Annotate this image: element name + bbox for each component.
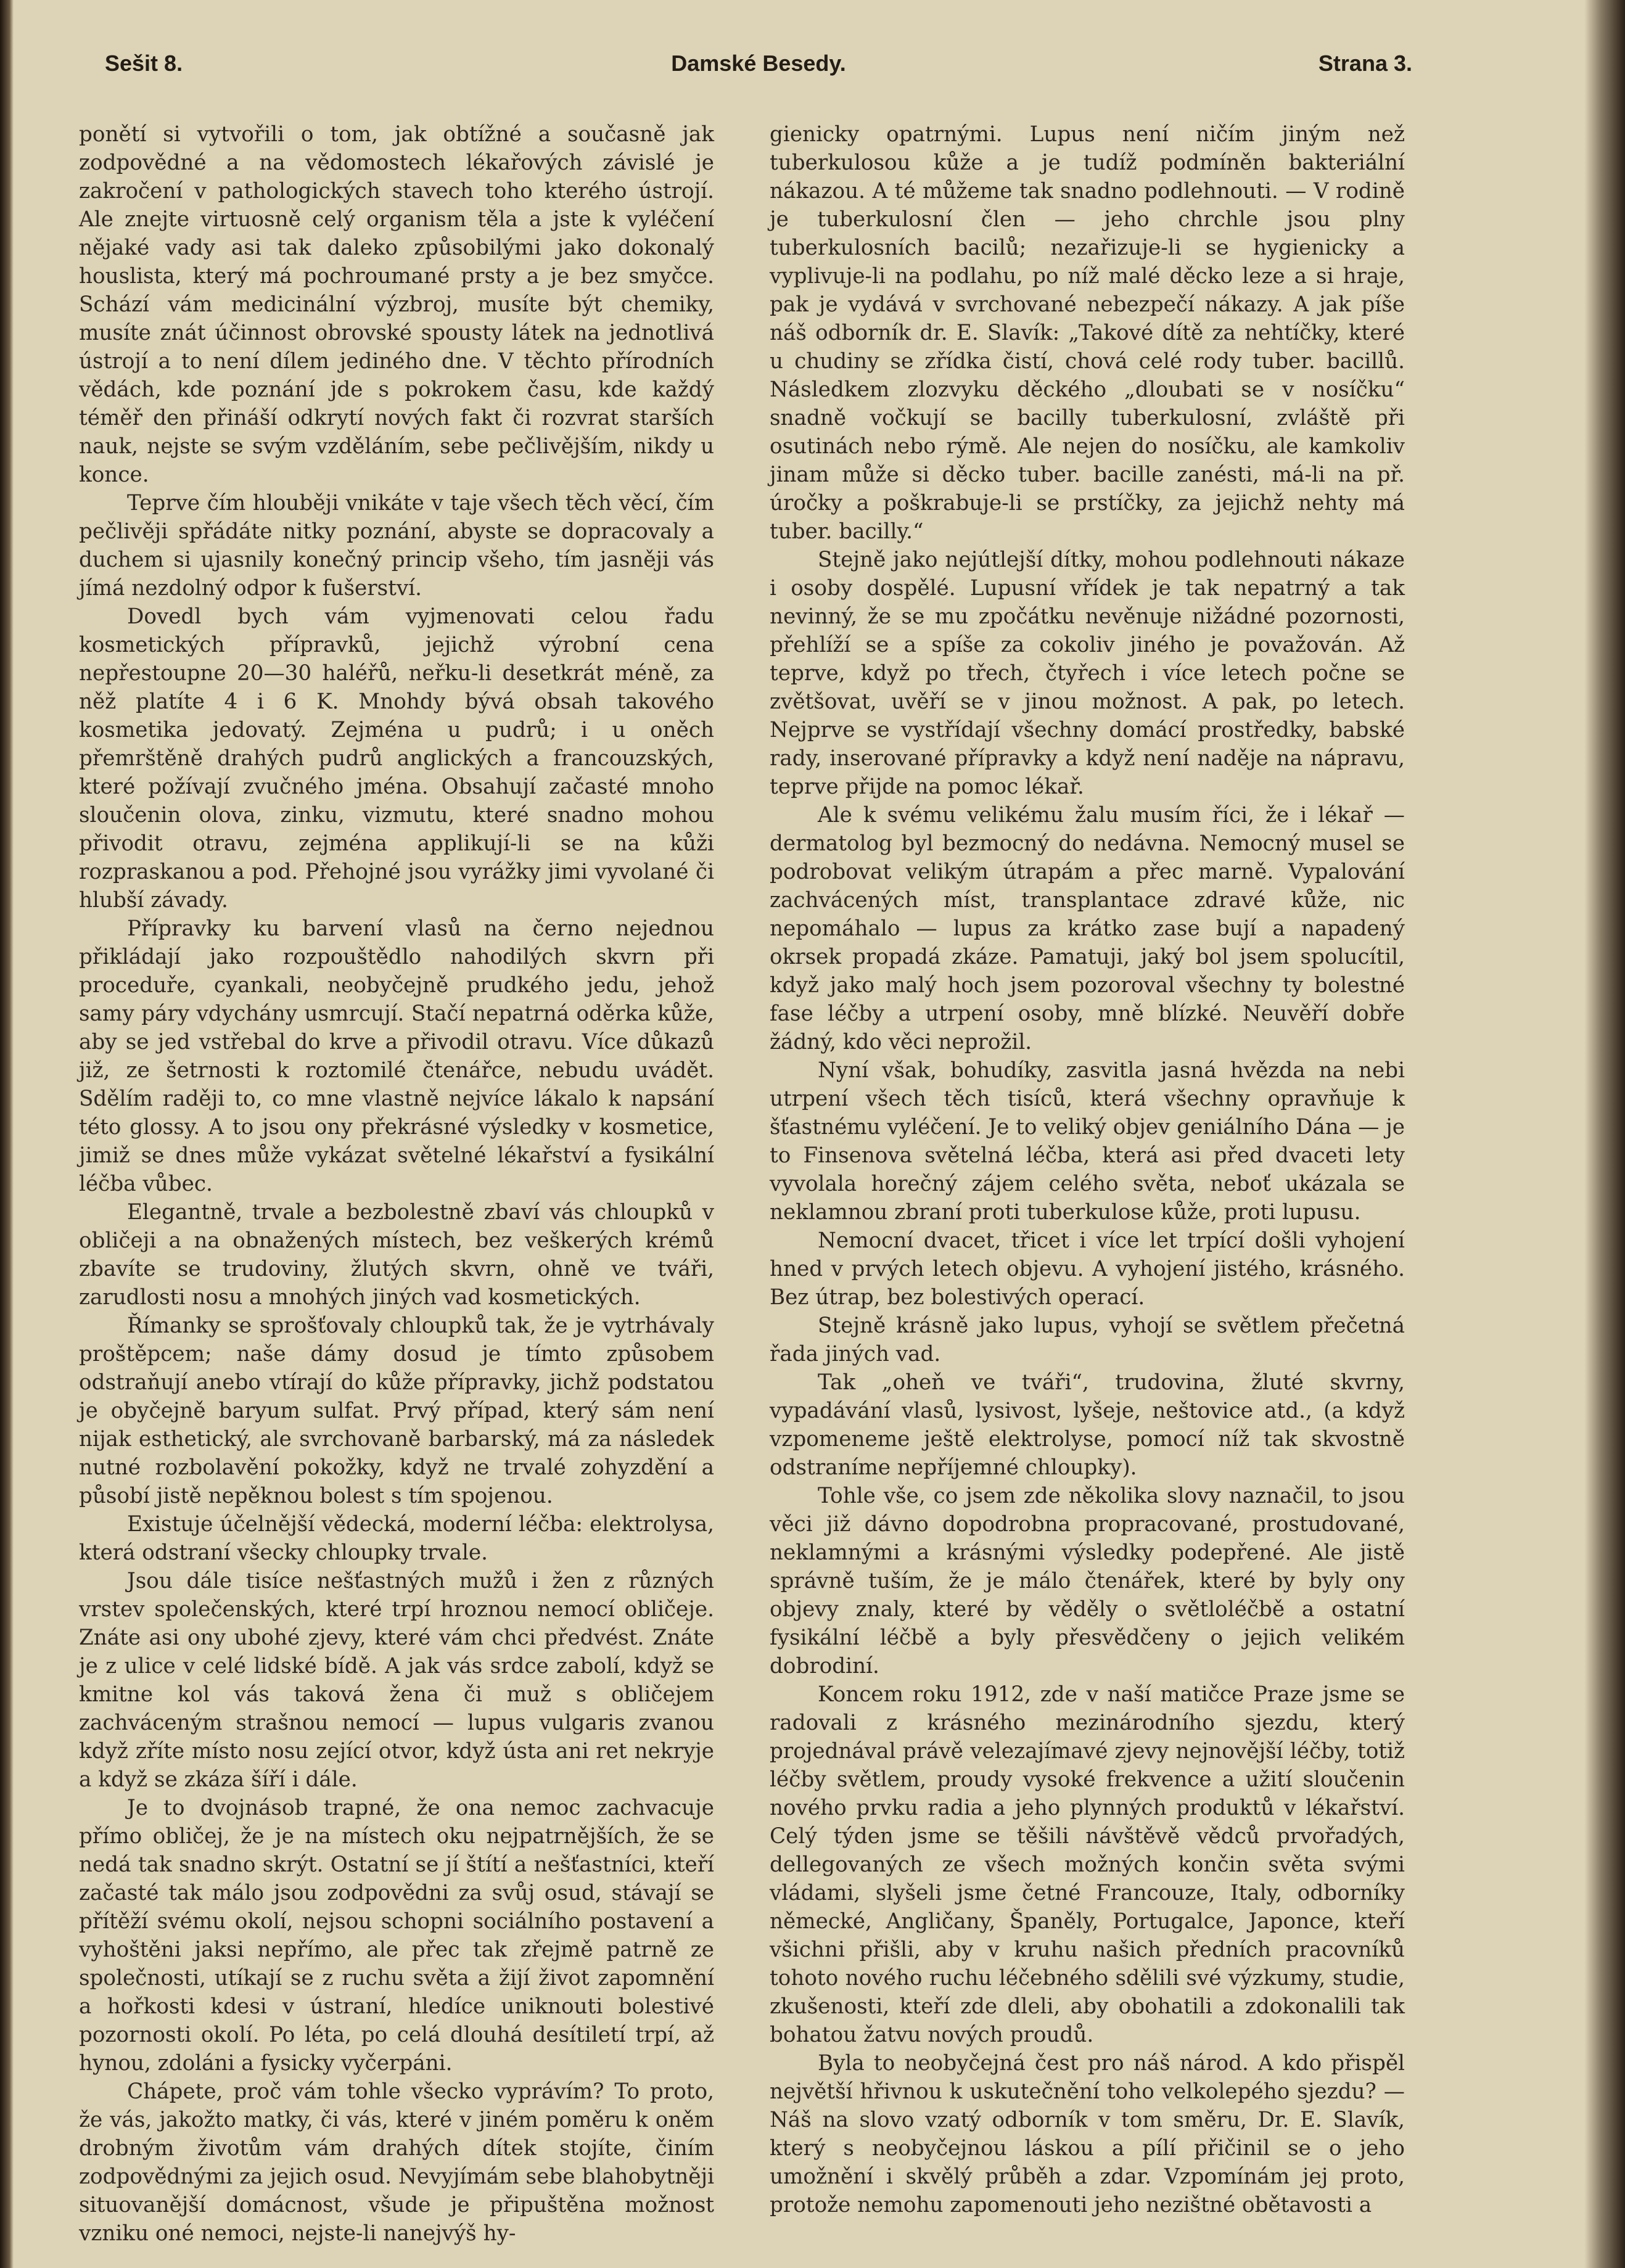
running-header — [105, 51, 1412, 88]
left-column — [79, 120, 714, 2246]
paragraph: Dovedl bych vám vyjmenovati celou řadu kosmetických přípravků, jejichž výrobní cena nepřestoupne 20—30 haléřů, neřku-li desetkrát méně, za něž platíte 4 i 6 K. Mnohdy bývá obsah takového kosmetika jedovatý. Zejména u pudrů; i u oněch přemrštěně drahých pudrů anglických a francouzských, které požívají zvučného jména. Obsahují začasté mnoho sloučenin olova, zinku, vizmutu, které snadno mohou přivodit otravu, zejména applikují-li se na kůži rozpraskanou a pod. Přehojné jsou vyrážky jimi vyvolané či hlubší závady. — [79, 604, 714, 913]
right-column — [770, 120, 1405, 2217]
paragraph: Tohle vše, co jsem zde několika slovy naznačil, to jsou věci již dávno dopodrobna propracované, prostudované, neklamnými a krásnými výsledky podepřené. Ale jistě správně tuším, že je málo čtenářek, které by byly ony objevy znaly, které by věděly o světloléčbě a ostatní fysikální léčbě a byly přesvědčeny o jejich velikém dobrodiní. — [770, 1484, 1405, 1678]
magazine-title: Damské Besedy. — [671, 51, 846, 76]
issue-number: Sešit 8. — [105, 51, 183, 76]
paragraph: Římanky se sprošťovaly chloupků tak, že je vytrhávaly proštěpcem; naše dámy dosud je tímto způsobem odstraňují anebo vtírají do kůže přípravky, jichž podstatou je obyčejně baryum sulfat. Prvý případ, který sám není nijak esthetický, ale svrchovaně barbarský, má za následek nutné rozbolavění pokožky, když ne trvalé zohyzdění a působí jistě nepěknou bolest s tím spojenou. — [79, 1313, 714, 1508]
paragraph: Byla to neobyčejná čest pro náš národ. A kdo přispěl největší hřivnou k uskutečnění toho velkolepého sjezdu? — Náš na slovo vzatý odborník v tom směru, Dr. E. Slavík, který s neobyčejnou láskou a pílí přičinil se o jeho umožnění i skvělý průběh a zdar. Vzpomínám jej proto, protože nemohu zapomenouti jeho nezištné obětavosti a — [770, 2051, 1405, 2217]
paragraph: Stejně krásně jako lupus, vyhojí se světlem přečetná řada jiných vad. — [770, 1313, 1405, 1366]
page-binding-shadow — [0, 0, 14, 2268]
paragraph: Je to dvojnásob trapné, že ona nemoc zachvacuje přímo obličej, že je na místech oku nejpatrnějších, že se nedá tak snadno skrýt. Ostatní se jí štítí a nešťastníci, kteří začasté tak málo jsou zodpovědni za svůj osud, stávají se přítěží svému okolí, nejsou schopni sociálního postavení a vyhoštěni jaksi nepřímo, ale přec tak zřejmě patrně ze společnosti, utíkají se z ruchu světa a žijí život zapomnění a hořkosti kdesi v ústraní, hledíce uniknouti bolestivé pozornosti okolí. Po léta, po celá dlouhá desítiletí trpí, až hynou, zdoláni a fysicky vyčerpáni. — [79, 1796, 714, 2076]
paragraph: Jsou dále tisíce nešťastných mužů i žen z různých vrstev společenských, které trpí hroznou nemocí obličeje. Znáte asi ony ubohé zjevy, které vám chci předvést. Znáte je z ulice v celé lidské bídě. A jak vás srdce zabolí, když se kmitne kol vás taková žena či muž s obličejem zachváceným strašnou nemocí — lupus vulgaris zvanou když zříte místo nosu zející otvor, když ústa ani ret nekryje a když se zkáza šíří i dále. — [79, 1569, 714, 1792]
paragraph: Nyní však, bohudíky, zasvitla jasná hvězda na nebi utrpení všech těch tisíců, která všechny opravňuje k šťastnému vyléčení. Je to veliký objev geniálního Dána — je to Finsenova světelná léčba, která asi před dvaceti lety vyvolala horečný zájem celého světa, neboť ukázala se neklamnou zbraní proti tuberkulose kůže, proti lupusu. — [770, 1058, 1405, 1225]
paragraph: Přípravky ku barvení vlasů na černo nejednou přikládají jako rozpouštědlo nahodilých skvrn při proceduře, cyankali, neobyčejně prudkého jedu, jehož samy páry vdychány usmrcují. Stačí nepatrná oděrka kůže, aby se jed vstřebal do krve a přivodil otravu. Více důkazů již, ze šetrnosti k roztomilé čtenářce, nebudu uvádět. Sdělím raději to, co mne vlastně nejvíce lákalo k napsání této glossy. A to jsou ony překrásné výsledky v kosmetice, jimiž se dnes může vykázat světelné lékařství a fysikální léčba vůbec. — [79, 916, 714, 1196]
paragraph: Chápete, proč vám tohle všecko vyprávím? To proto, že vás, jakožto matky, či vás, které v jiném poměru k oněm drobným životům vám drahých dítek stojíte, činím zodpovědnými za jejich osud. Nevyjímám sebe blahobytněji situovanější domácnost, všude je připuštěna možnost vzniku oné nemoci, nejste-li nanejvýš hy- — [79, 2079, 714, 2246]
paragraph: Tak „oheň ve tváři“, trudovina, žluté skvrny, vypadávání vlasů, lysivost, lyšeje, neštovice atd., (a když vzpomeneme ještě elektrolyse, pomocí níž tak skvostně odstraníme nepříjemné chloupky). — [770, 1370, 1405, 1480]
paragraph: gienicky opatrnými. Lupus není ničím jiným než tuberkulosou kůže a je tudíž podmíněn bakteriální nákazou. A té můžeme tak snadno podlehnouti. — V rodině je tuberkulosní člen — jeho chrchle jsou plny tuberkulosních bacilů; nezařizuje-li se hygienicky a vyplivuje-li na podlahu, po níž malé děcko leze a si hraje, pak je vydává v svrchované nebezpečí nákazy. A jak píše náš odborník dr. E. Slavík: „Takové dítě za nehtíčky, které u chudiny se zřídka čistí, chová celé rody tuber. bacillů. Následkem zlozvyku děckého „dloubati se v nosíčku“ snadně vočkují se bacilly tuberkulosní, zvláště při osutinách nebo rýmě. Ale nejen do nosíčku, ale kamkoliv jinam může si děcko tuber. bacille zanésti, má-li na př. úročky a poškrabuje-li se prstíčky, za jejichž nehty má tuber. bacilly.“ — [770, 122, 1405, 544]
paragraph: Stejně jako nejútlejší dítky, mohou podlehnouti nákaze i osoby dospělé. Lupusní vřídek je tak nepatrný a tak nevinný, že se mu zpočátku nevěnuje nižádné pozornosti, přehlíží se a spíše za cokoliv jiného je považován. Až teprve, když po třech, čtyřech i více letech počne se zvětšovat, uvěří se v jinou možnost. A pak, po letech. Nejprve se vystřídají všechny domácí prostředky, babské rady, inserované přípravky a když není naděje na nápravu, teprve přijde na pomoc lékař. — [770, 548, 1405, 799]
page-number: Strana 3. — [1318, 51, 1412, 76]
paragraph: Teprve čím hlouběji vnikáte v taje všech těch věcí, čím pečlivěji spřádáte nitky poznání, abyste se dopracovaly a duchem si ujasnily konečný princip všeho, tím jasněji vás jímá nezdolný odpor k fušerství. — [79, 491, 714, 601]
paragraph: Koncem roku 1912, zde v naší matičce Praze jsme se radovali z krásného mezinárodního sjezdu, který projednával právě velezajímavé zjevy nejnovější léčby, totiž léčby světlem, proudy vysoké frekvence a užití sloučenin nového prvku radia a jeho plynných produktů v lékařství. Celý týden jsme se těšili návštěvě vědců prvořadých, dellegovaných ze všech možných končin světa svými vládami, slyšeli jsme četné Francouze, Italy, odborníky německé, Angličany, Španěly, Portugalce, Japonce, kteří všichni přišli, aby v kruhu našich předních pracovníků tohoto nového ruchu léčebného sdělili své výzkumy, studie, zkušenosti, kteří zde dleli, aby obohatili a zdokonalili tak bohatou žatvu nových proudů. — [770, 1682, 1405, 2047]
paragraph: Elegantně, trvale a bezbolestně zbaví vás chloupků v obličeji a na obnažených místech, bez veškerých krémů zbavíte se trudoviny, žlutých skvrn, ohně ve tváři, zarudlosti nosu a mnohých jiných vad kosmetických. — [79, 1200, 714, 1310]
paragraph: Existuje účelnější vědecká, moderní léčba: elektrolysa, která odstraní všecky chloupky trvale. — [79, 1512, 714, 1565]
page-edge-shadow — [1584, 0, 1625, 2268]
paragraph: ponětí si vytvořili o tom, jak obtížné a současně jak zodpovědné a na vědomostech lékařových závislé je zakročení v pathologických stavech toho kterého ústrojí. Ale znejte virtuosně celý organism těla a jste k vyléčení nějaké vady asi tak daleko způsobilými jako dokonalý houslista, který má pochroumané prsty a je bez smyčce. Schází vám medicinální výzbroj, musíte být chemiky, musíte znát účinnost obrovské spousty látek na jednotlivá ústrojí a to není dílem jediného dne. V těchto přírodních vědách, kde poznání jde s pokrokem času, kde každý téměř den přináší odkrytí nových fakt či rozvrat starších nauk, nejste se svým vzděláním, sebe pečlivějším, nikdy u konce. — [79, 122, 714, 487]
paragraph: Ale k svému velikému žalu musím říci, že i lékař — dermatolog byl bezmocný do nedávna. Nemocný musel se podrobovat velikým útrapám a přec marně. Vypalování zachvácených míst, transplantace zdravé kůže, nic nepomáhalo — lupus za krátko zase bují a napadený okrsek propadá zkáze. Pamatuji, jaký bol jsem spolucítil, když jako malý hoch jsem pozoroval všechny ty bolestné fase léčby a utrpení osoby, mně blízké. Neuvěří dobře žádný, kdo věci neprožil. — [770, 803, 1405, 1054]
paragraph: Nemocní dvacet, třicet i více let trpící došli vyhojení hned v prvých letech objevu. A vyhojení jistého, krásného. Bez útrap, bez bolestivých operací. — [770, 1228, 1405, 1310]
